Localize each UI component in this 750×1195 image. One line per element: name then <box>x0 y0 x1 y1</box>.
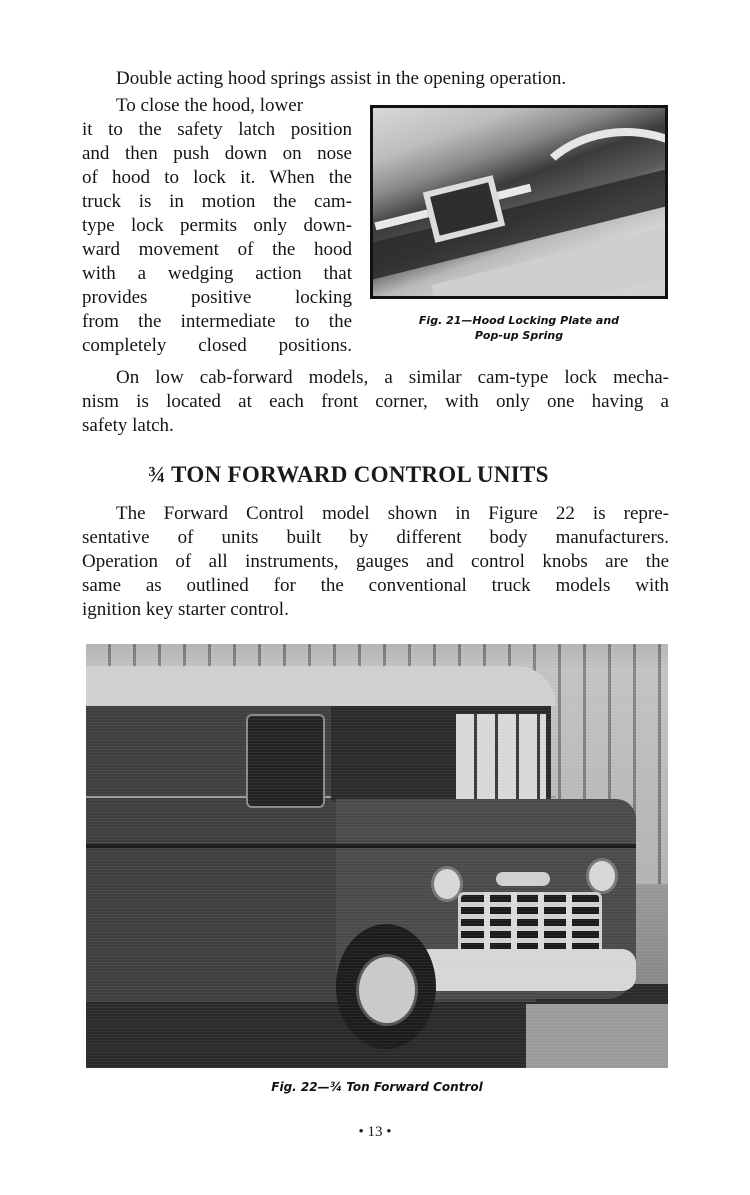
cab-forward-line: On low cab-forward models, a similar cam-type lock mecha- <box>116 367 669 388</box>
intro-line: it to the safety latch position <box>82 119 352 140</box>
section-paragraph-line: Operation of all instruments, gauges and control knobs are the <box>82 551 669 572</box>
intro-line: of hood to lock it. When the <box>82 167 352 188</box>
section-paragraph-line: The Forward Control model shown in Figure 22 is repre- <box>116 503 669 524</box>
section-paragraph-line: same as outlined for the conventional truck models with <box>82 575 669 596</box>
page-number: • 13 • <box>358 1124 392 1140</box>
section-paragraph-line: ignition key starter control. <box>82 599 289 620</box>
intro-line: ward movement of the hood <box>82 239 352 260</box>
intro-line: type lock permits only down- <box>82 215 352 236</box>
intro-line: from the intermediate to the <box>82 311 352 332</box>
intro-line: with a wedging action that <box>82 263 352 284</box>
intro-lead-line: Double acting hood springs assist in the opening operation. <box>116 68 567 89</box>
figure-21-caption-line: Fig. 21—Hood Locking Plate and <box>418 314 620 327</box>
section-paragraph-line: sentative of units built by different body manufacturers. <box>82 527 669 548</box>
figure-21-caption <box>370 313 668 343</box>
cab-forward-line: safety latch. <box>82 415 174 436</box>
intro-line: completely closed positions. <box>82 335 352 356</box>
section-heading: ¾ TON FORWARD CONTROL UNITS <box>148 462 549 487</box>
intro-line: and then push down on nose <box>82 143 352 164</box>
photo-halftone-grain <box>86 644 668 1068</box>
intro-line: truck is in motion the cam- <box>82 191 352 212</box>
figure-22-caption: Fig. 22—¾ Ton Forward Control <box>271 1080 483 1094</box>
intro-line: To close the hood, lower <box>116 95 304 116</box>
figure-21-caption-line: Pop-up Spring <box>474 329 564 342</box>
figure-22-van-photo <box>86 644 668 1068</box>
intro-line: provides positive locking <box>82 287 352 308</box>
figure-21-hood-lock-photo <box>370 105 668 299</box>
cab-forward-line: nism is located at each front corner, with only one having a <box>82 391 669 412</box>
